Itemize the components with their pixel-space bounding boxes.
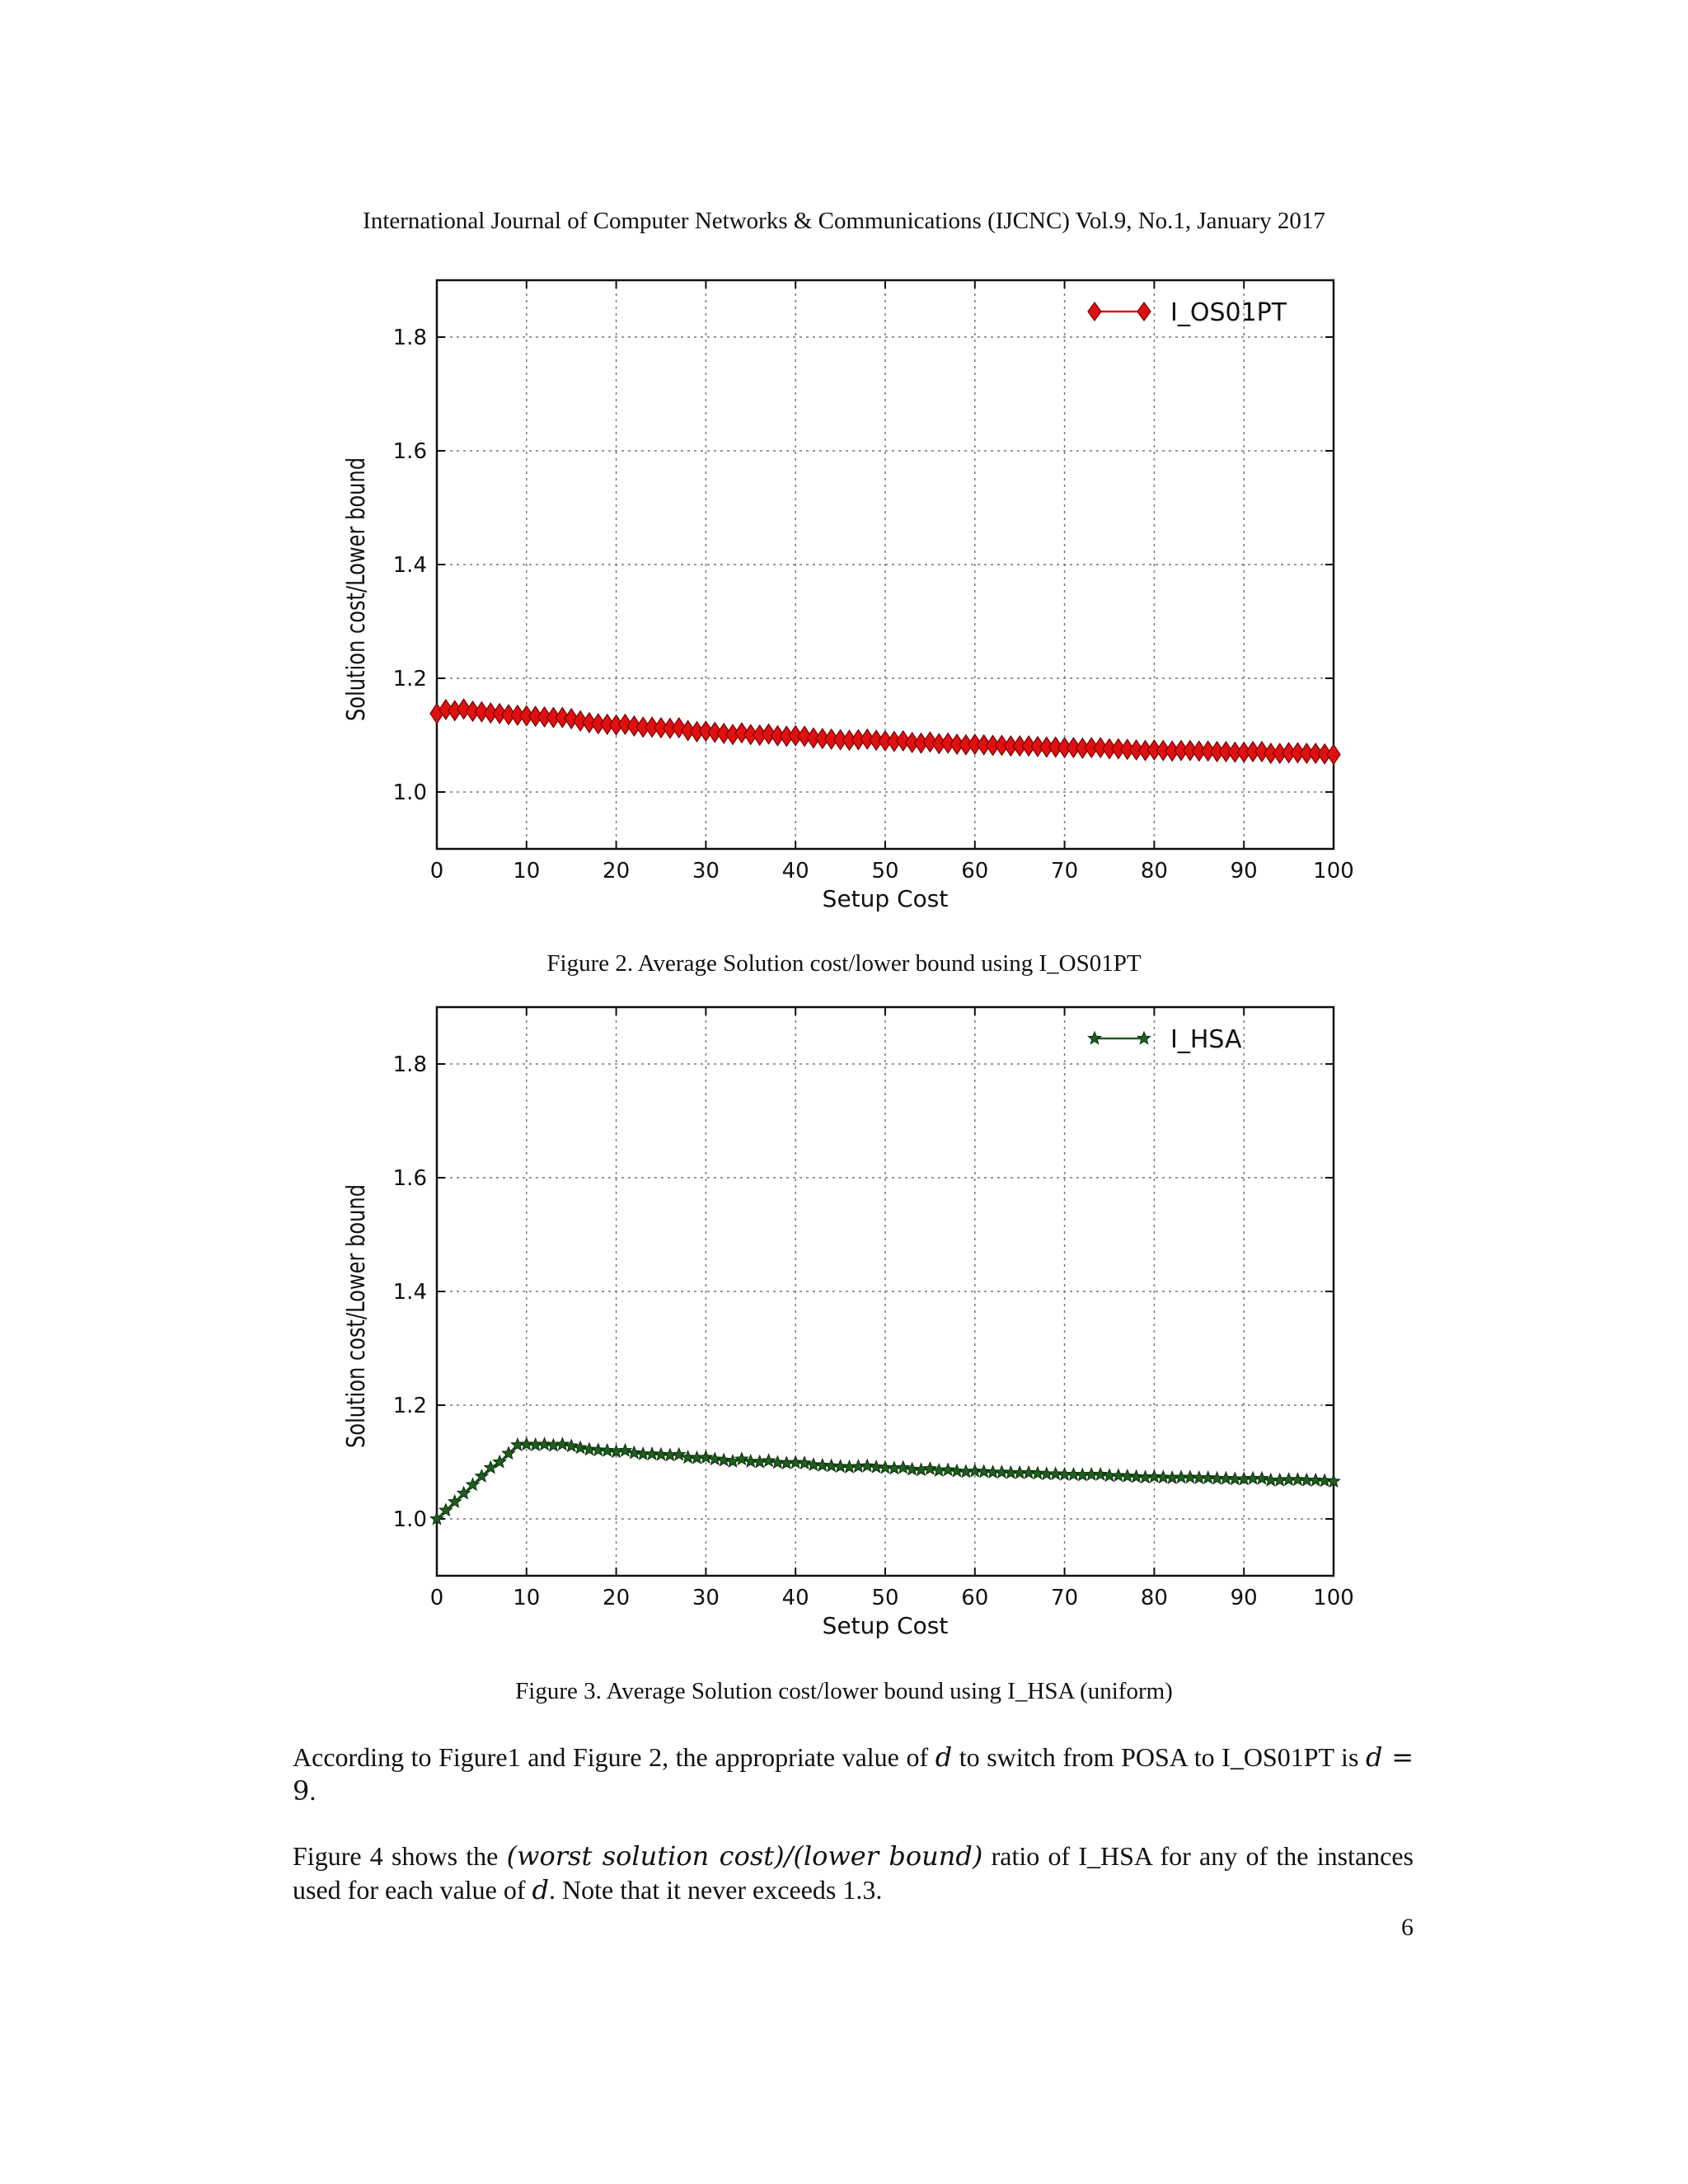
data-point (619, 1444, 631, 1456)
para2-text-2: ratio of I_HSA for any of the instances used for each value of (293, 1841, 1414, 1905)
y-tick-label: 1.2 (392, 667, 427, 691)
x-tick-label: 40 (781, 1586, 809, 1610)
x-tick-label: 50 (871, 1586, 899, 1610)
data-point (915, 1464, 927, 1475)
data-point (673, 1448, 685, 1460)
x-tick-label: 60 (961, 1586, 989, 1610)
data-point (959, 1465, 972, 1478)
figure-3-caption: Figure 3. Average Solution cost/lower bound using I_HSA (uniform) (515, 1678, 1173, 1704)
x-tick-label: 100 (1313, 859, 1354, 883)
y-tick-label: 1.8 (392, 1052, 427, 1077)
data-point (663, 1449, 676, 1461)
figure-3-chart (330, 999, 1385, 1658)
legend-marker (1137, 302, 1151, 321)
legend-marker (1088, 302, 1101, 321)
x-axis-label: Setup Cost (822, 885, 949, 912)
para2-math-ratio: (worst solution cost)/(lower bound) (506, 1840, 983, 1872)
data-point (691, 1451, 703, 1463)
y-tick-label: 1.6 (392, 1166, 427, 1191)
para1-text-3: . (309, 1776, 316, 1806)
y-tick-label: 1.0 (392, 1507, 427, 1532)
para1-math-d-2: d (1365, 1741, 1383, 1773)
x-tick-label: 20 (603, 859, 631, 883)
y-tick-label: 1.4 (392, 553, 427, 578)
data-point (1273, 1474, 1286, 1486)
x-tick-label: 20 (603, 1586, 631, 1610)
data-point (888, 1462, 900, 1474)
data-point (1327, 744, 1340, 764)
figure-2-plot (330, 272, 1385, 931)
y-tick-label: 1.4 (392, 1280, 427, 1305)
legend-label: I_OS01PT (1170, 298, 1287, 327)
data-point (735, 1453, 748, 1465)
x-tick-label: 50 (871, 859, 899, 883)
x-tick-label: 70 (1051, 859, 1079, 883)
x-tick-label: 90 (1230, 859, 1258, 883)
x-tick-label: 0 (429, 1586, 444, 1610)
data-point (753, 1455, 766, 1468)
y-tick-label: 1.6 (392, 439, 427, 464)
para1-text-2: to switch from POSA to I_OS01PT is (952, 1742, 1366, 1772)
x-tick-label: 60 (961, 859, 989, 883)
x-tick-label: 40 (781, 859, 809, 883)
figure-3-plot (330, 999, 1385, 1658)
x-tick-label: 100 (1313, 1586, 1354, 1610)
x-tick-label: 10 (513, 859, 541, 883)
para2-text-1: Figure 4 shows the (293, 1841, 507, 1871)
page-number: 6 (1401, 1914, 1414, 1941)
body-paragraph-2 (293, 1840, 1414, 1907)
para2-text-3: . Note that it never exceeds 1.3. (549, 1875, 883, 1905)
data-point (529, 1438, 542, 1451)
legend-marker (1137, 1032, 1150, 1044)
y-tick-label: 1.8 (392, 326, 427, 350)
figure-2-caption: Figure 2. Average Solution cost/lower bound using I_OS01PT (546, 950, 1142, 977)
x-tick-label: 70 (1051, 1586, 1079, 1610)
y-tick-label: 1.0 (392, 780, 427, 805)
x-axis-label: Setup Cost (822, 1612, 949, 1639)
data-point (933, 1464, 945, 1475)
para2-math-d: d (532, 1874, 550, 1905)
para1-text-1: According to Figure1 and Figure 2, the appropriate value of (293, 1742, 935, 1772)
x-tick-label: 30 (692, 859, 720, 883)
legend-marker (1088, 1032, 1100, 1044)
y-axis-label: Solution cost/Lower bound (342, 1120, 371, 1448)
x-tick-label: 30 (692, 1586, 720, 1610)
x-tick-label: 80 (1140, 1586, 1168, 1610)
x-tick-label: 90 (1230, 1586, 1258, 1610)
y-tick-label: 1.2 (392, 1394, 427, 1418)
body-paragraph-1 (293, 1741, 1414, 1808)
x-tick-label: 80 (1140, 859, 1168, 883)
para1-math-d: d (935, 1741, 953, 1773)
data-point (610, 1446, 622, 1458)
legend-label: I_HSA (1170, 1025, 1242, 1054)
figure-2-chart (330, 272, 1385, 931)
data-point (781, 1456, 793, 1469)
data-point (1139, 1471, 1151, 1483)
y-axis-label: Solution cost/Lower bound (342, 393, 371, 721)
data-point (843, 1460, 856, 1473)
journal-header: International Journal of Computer Networks & Communications (IJCNC) Vol.9, No.1, January 2017 (363, 208, 1325, 234)
para1-math-eq: = 9 (293, 1741, 1414, 1807)
x-tick-label: 0 (429, 859, 444, 883)
data-point (547, 1439, 560, 1451)
x-tick-label: 10 (513, 1586, 541, 1610)
